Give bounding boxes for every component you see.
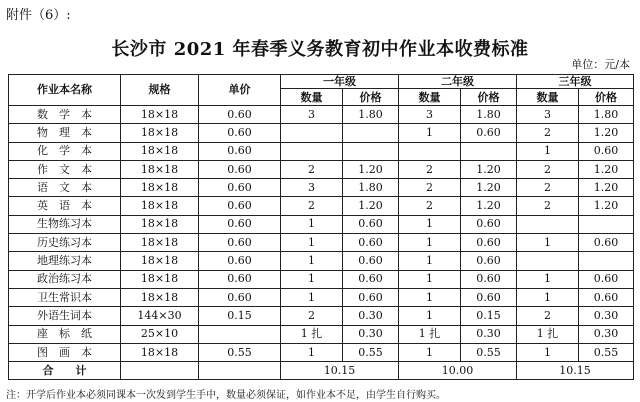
page-title: 长沙市 2021 年春季义务教育初中作业本收费标准 [111,39,529,60]
row-price: 0.60 [199,215,281,233]
row-spec: 18×18 [121,270,199,288]
row-g3-qty: 1 [517,288,579,306]
row-g2-cost: 0.55 [461,343,517,361]
row-g2-qty: 1 [399,288,461,306]
unit-label: 单位：元/本 [571,58,630,71]
row-g1-qty: 1 [281,234,343,252]
row-g1-qty: 1 [281,288,343,306]
row-g2-cost: 0.60 [461,124,517,142]
row-g2-cost: 0.60 [461,288,517,306]
row-g3-qty: 1 扎 [517,325,579,343]
row-g1-cost: 0.30 [343,307,399,325]
header-cost: 价格 [461,89,517,106]
row-price: 0.60 [199,160,281,178]
row-g1-cost: 0.60 [343,252,399,270]
row-g2-cost: 0.30 [461,325,517,343]
row-g1-qty: 1 扎 [281,325,343,343]
row-g3-qty: 2 [517,160,579,178]
row-g1-cost: 0.60 [343,270,399,288]
row-g1-cost: 1.20 [343,197,399,215]
row-g3-qty: 1 [517,270,579,288]
row-g3-cost: 0.60 [579,142,634,160]
row-spec: 18×18 [121,106,199,124]
row-g1-qty [281,142,343,160]
row-g2-cost: 0.15 [461,307,517,325]
row-price: 0.60 [199,106,281,124]
row-g2-cost: 1.20 [461,160,517,178]
row-spec: 144×30 [121,307,199,325]
row-price: 0.60 [199,270,281,288]
row-g3-cost: 0.55 [579,343,634,361]
total-row [9,362,634,380]
row-g1-qty: 1 [281,270,343,288]
row-price: 0.60 [199,142,281,160]
row-name: 座 标 纸 [9,325,121,343]
row-g1-cost: 0.60 [343,215,399,233]
row-g3-qty: 1 [517,234,579,252]
row-g1-cost: 0.60 [343,234,399,252]
row-g2-qty: 1 [399,215,461,233]
row-g3-qty: 2 [517,197,579,215]
row-g3-qty [517,215,579,233]
row-g2-qty [399,142,461,160]
row-name: 图 画 本 [9,343,121,361]
attachment-label: 附件（6）: [6,8,71,23]
table-row [9,179,634,197]
row-g2-qty: 1 [399,124,461,142]
header-price: 单价 [199,75,281,106]
row-price [199,325,281,343]
total-grade3: 10.15 [517,362,634,380]
row-g2-cost: 0.60 [461,252,517,270]
row-g1-qty: 1 [281,343,343,361]
header-cost: 价格 [343,89,399,106]
row-g2-qty: 2 [399,197,461,215]
row-g2-qty: 1 [399,252,461,270]
header-grade1: 一年级 [281,75,399,89]
row-price: 0.55 [199,343,281,361]
row-g3-cost: 0.30 [579,307,634,325]
row-g3-qty: 1 [517,142,579,160]
row-g3-cost [579,215,634,233]
row-g1-cost: 0.30 [343,325,399,343]
table-row [9,307,634,325]
row-g2-qty: 1 扎 [399,325,461,343]
table-row [9,252,634,270]
row-g1-cost: 1.80 [343,106,399,124]
header-cost: 价格 [579,89,634,106]
row-name: 数 学 本 [9,106,121,124]
row-spec: 25×10 [121,325,199,343]
row-g2-qty: 2 [399,160,461,178]
row-g1-cost [343,124,399,142]
row-g1-cost: 0.60 [343,288,399,306]
table-row [9,142,634,160]
row-price: 0.60 [199,252,281,270]
row-g2-qty: 2 [399,179,461,197]
table-row [9,288,634,306]
row-spec: 18×18 [121,179,199,197]
row-g1-cost: 1.20 [343,160,399,178]
row-g2-qty: 1 [399,343,461,361]
header-qty: 数量 [399,89,461,106]
header-grade2: 二年级 [399,75,517,89]
table-row [9,343,634,361]
row-g1-qty: 2 [281,307,343,325]
header-qty: 数量 [517,89,579,106]
row-name: 化 学 本 [9,142,121,160]
table-row [9,325,634,343]
row-g3-qty: 2 [517,124,579,142]
total-spec-empty [121,362,199,380]
row-name: 生物练习本 [9,215,121,233]
table-row [9,234,634,252]
row-name: 政治练习本 [9,270,121,288]
row-g2-cost [461,142,517,160]
total-label: 合 计 [9,362,121,380]
row-g1-cost [343,142,399,160]
row-price: 0.60 [199,124,281,142]
row-g3-qty: 2 [517,307,579,325]
row-g3-qty [517,252,579,270]
row-g2-cost: 0.60 [461,234,517,252]
table-row [9,215,634,233]
row-g1-qty: 1 [281,215,343,233]
row-name: 英 语 本 [9,197,121,215]
row-g2-cost: 1.80 [461,106,517,124]
total-grade1: 10.15 [281,362,399,380]
row-g1-qty: 2 [281,197,343,215]
table-row [9,270,634,288]
header-qty: 数量 [281,89,343,106]
row-g3-qty: 1 [517,343,579,361]
total-grade2: 10.00 [399,362,517,380]
row-spec: 18×18 [121,343,199,361]
row-g2-qty: 3 [399,106,461,124]
row-spec: 18×18 [121,252,199,270]
row-name: 物 理 本 [9,124,121,142]
row-g3-cost: 1.80 [579,106,634,124]
row-g1-cost: 1.80 [343,179,399,197]
row-g3-cost: 1.20 [579,179,634,197]
row-name: 地理练习本 [9,252,121,270]
header-spec: 规格 [121,75,199,106]
row-g2-qty: 1 [399,307,461,325]
row-g1-cost: 0.55 [343,343,399,361]
row-spec: 18×18 [121,234,199,252]
row-g1-qty: 2 [281,160,343,178]
row-spec: 18×18 [121,160,199,178]
row-g2-cost: 0.60 [461,270,517,288]
row-name: 历史练习本 [9,234,121,252]
header-row-1 [9,75,634,89]
row-g2-cost: 0.60 [461,215,517,233]
table-row [9,160,634,178]
row-g2-qty: 1 [399,270,461,288]
table-row [9,197,634,215]
row-g3-cost: 0.60 [579,288,634,306]
row-g3-qty: 3 [517,106,579,124]
row-g3-cost: 0.30 [579,325,634,343]
row-g1-qty [281,124,343,142]
fee-table [8,74,634,380]
row-name: 卫生常识本 [9,288,121,306]
row-g3-cost: 1.20 [579,160,634,178]
row-g3-cost: 0.60 [579,270,634,288]
row-spec: 18×18 [121,197,199,215]
row-name: 作 文 本 [9,160,121,178]
row-g3-cost: 1.20 [579,124,634,142]
row-price: 0.60 [199,288,281,306]
row-g3-qty: 2 [517,179,579,197]
row-name: 语 文 本 [9,179,121,197]
table-row [9,106,634,124]
total-price-empty [199,362,281,380]
row-spec: 18×18 [121,288,199,306]
row-g2-cost: 1.20 [461,197,517,215]
row-g2-cost: 1.20 [461,179,517,197]
row-g1-qty: 1 [281,252,343,270]
row-spec: 18×18 [121,124,199,142]
row-g1-qty: 3 [281,106,343,124]
row-price: 0.60 [199,197,281,215]
row-name: 外语生词本 [9,307,121,325]
header-grade3: 三年级 [517,75,634,89]
row-spec: 18×18 [121,215,199,233]
row-price: 0.60 [199,234,281,252]
row-g3-cost: 0.60 [579,234,634,252]
row-spec: 18×18 [121,142,199,160]
row-g1-qty: 3 [281,179,343,197]
table-row [9,124,634,142]
row-g2-qty: 1 [399,234,461,252]
footnote: 注：开学后作业本必须同课本一次发到学生手中，数量必须保证，如作业本不足，由学生自行购买。 [6,390,446,401]
row-g3-cost: 1.20 [579,197,634,215]
row-g3-cost [579,252,634,270]
row-price: 0.60 [199,179,281,197]
row-price: 0.15 [199,307,281,325]
header-name: 作业本名称 [9,75,121,106]
